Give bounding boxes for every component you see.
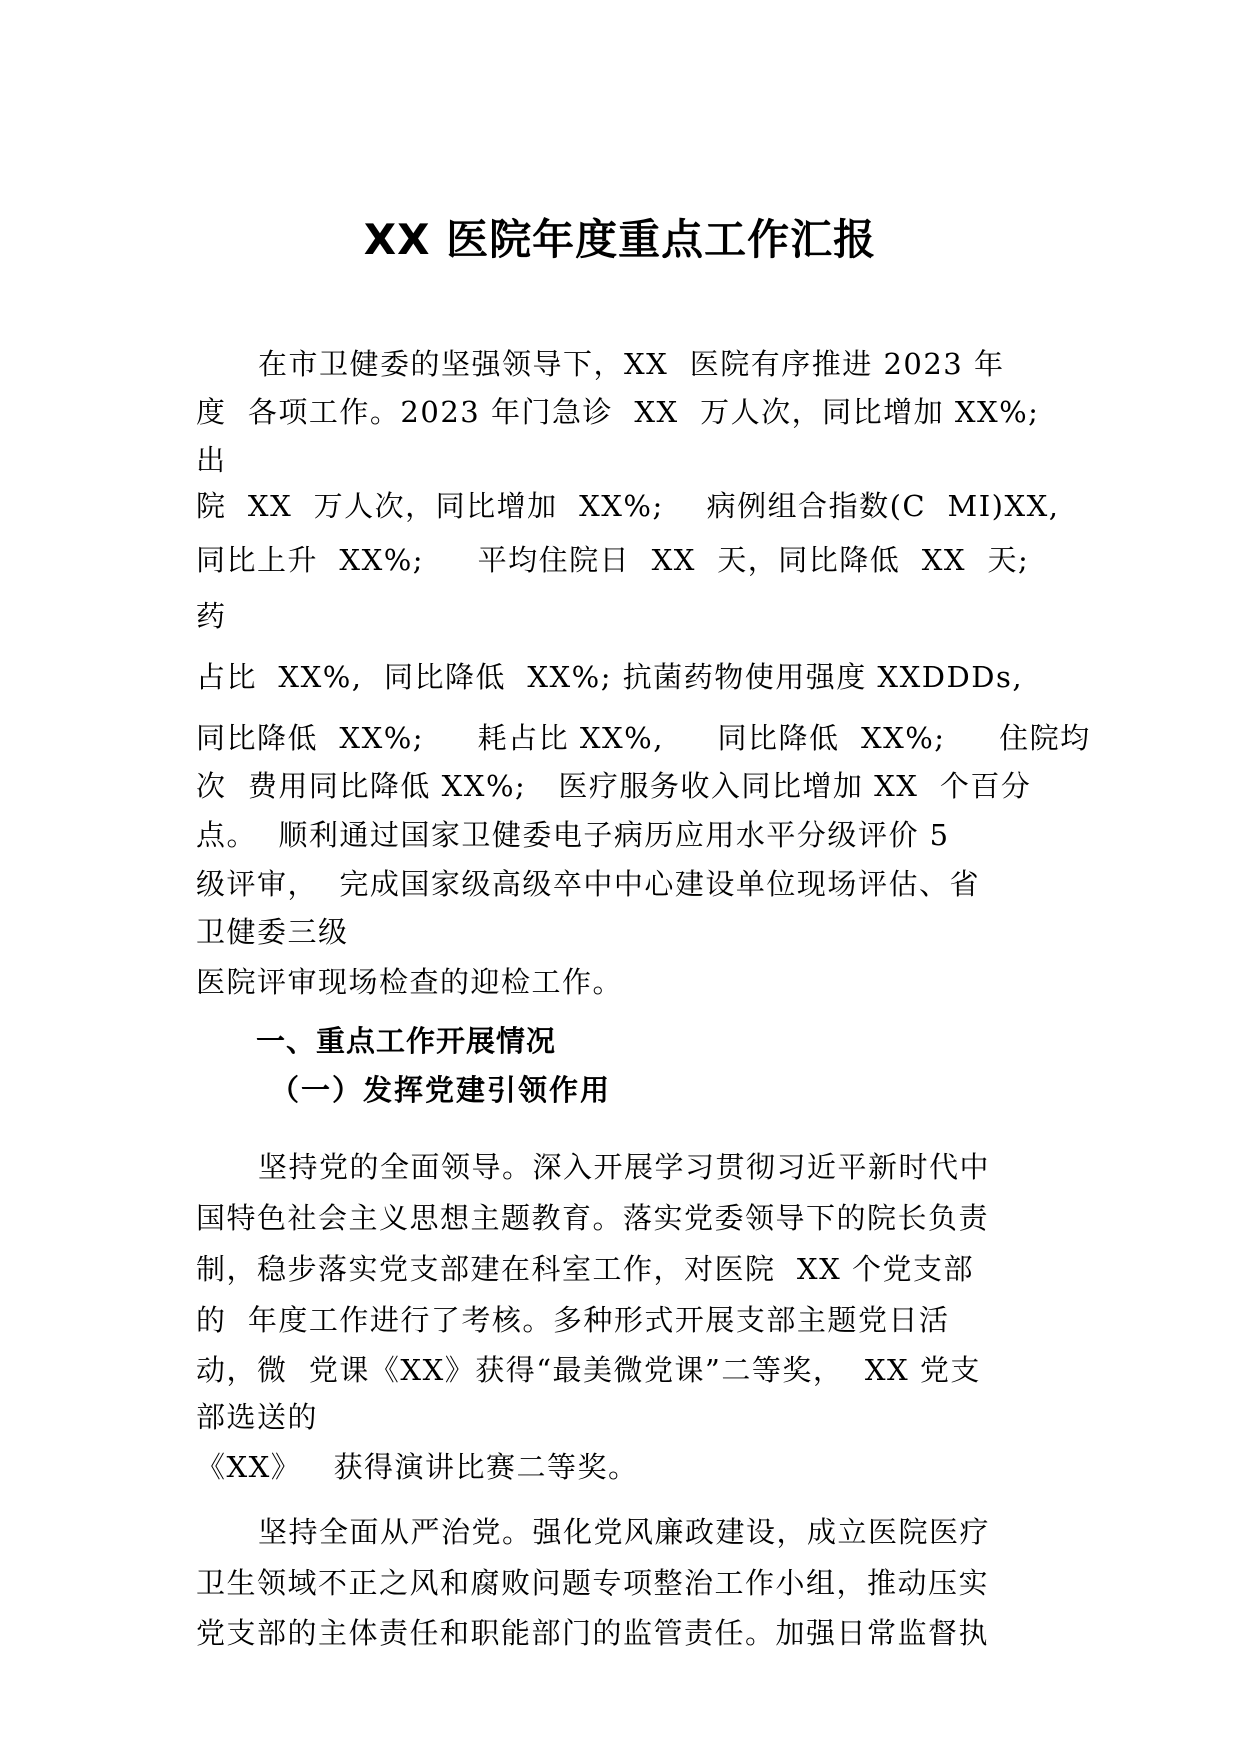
paragraph-line: 点。 顺利通过国家卫健委电子病历应用水平分级评价 5: [196, 818, 950, 852]
subsection-heading: （一）发挥党建引领作用: [270, 1073, 612, 1107]
paragraph-line: 院 XX 万人次，同比增加 XX%; 病例组合指数(C MI)XX,: [196, 489, 1060, 523]
paragraph-line: 党支部的主体责任和职能部门的监管责任。加强日常监督执: [196, 1616, 990, 1650]
paragraph-line: 同比上升 XX%; 平均住院日 XX 天，同比降低 XX 天;: [196, 543, 1030, 577]
paragraph-line: 卫健委三级: [196, 915, 349, 949]
paragraph-line: 国特色社会主义思想主题教育。落实党委领导下的院长负责: [196, 1201, 990, 1235]
paragraph-line: 的 年度工作进行了考核。多种形式开展支部主题党日活: [196, 1303, 950, 1337]
paragraph-line: 在市卫健委的坚强领导下，XX 医院有序推进 2023 年: [258, 347, 1005, 381]
paragraph-line: 动，微 党课《XX》获得“最美微党课”二等奖， XX 党支: [196, 1353, 981, 1387]
paragraph-line: 卫生领域不正之风和腐败问题专项整治工作小组，推动压实: [196, 1566, 990, 1600]
paragraph-line: 坚持党的全面领导。深入开展学习贯彻习近平新时代中: [258, 1150, 991, 1184]
paragraph-line: 部选送的: [196, 1400, 319, 1434]
paragraph-line: 药: [196, 599, 227, 633]
paragraph-line: 出: [196, 443, 227, 477]
paragraph-line: 占比 XX%, 同比降低 XX%; 抗菌药物使用强度 XXDDDs,: [196, 660, 1024, 694]
paragraph-line: 坚持全面从严治党。强化党风廉政建设，成立医院医疗: [258, 1515, 991, 1549]
paragraph-line: 级评审， 完成国家级高级卒中中心建设单位现场评估、省: [196, 867, 980, 901]
paragraph-line: 度 各项工作。2023 年门急诊 XX 万人次，同比增加 XX%;: [196, 395, 1040, 429]
paragraph-line: 《XX》 获得演讲比赛二等奖。: [196, 1450, 639, 1484]
paragraph-line: 医院评审现场检查的迎检工作。: [196, 965, 624, 999]
paragraph-line: 次 费用同比降低 XX%; 医疗服务收入同比增加 XX 个百分: [196, 769, 1032, 803]
document-title: XX 医院年度重点工作汇报: [363, 215, 877, 264]
paragraph-line: 制，稳步落实党支部建在科室工作，对医院 XX 个党支部: [196, 1252, 974, 1286]
paragraph-line: 同比降低 XX%; 耗占比 XX%, 同比降低 XX%; 住院均: [196, 721, 1091, 755]
section-heading: 一、重点工作开展情况: [256, 1024, 557, 1058]
